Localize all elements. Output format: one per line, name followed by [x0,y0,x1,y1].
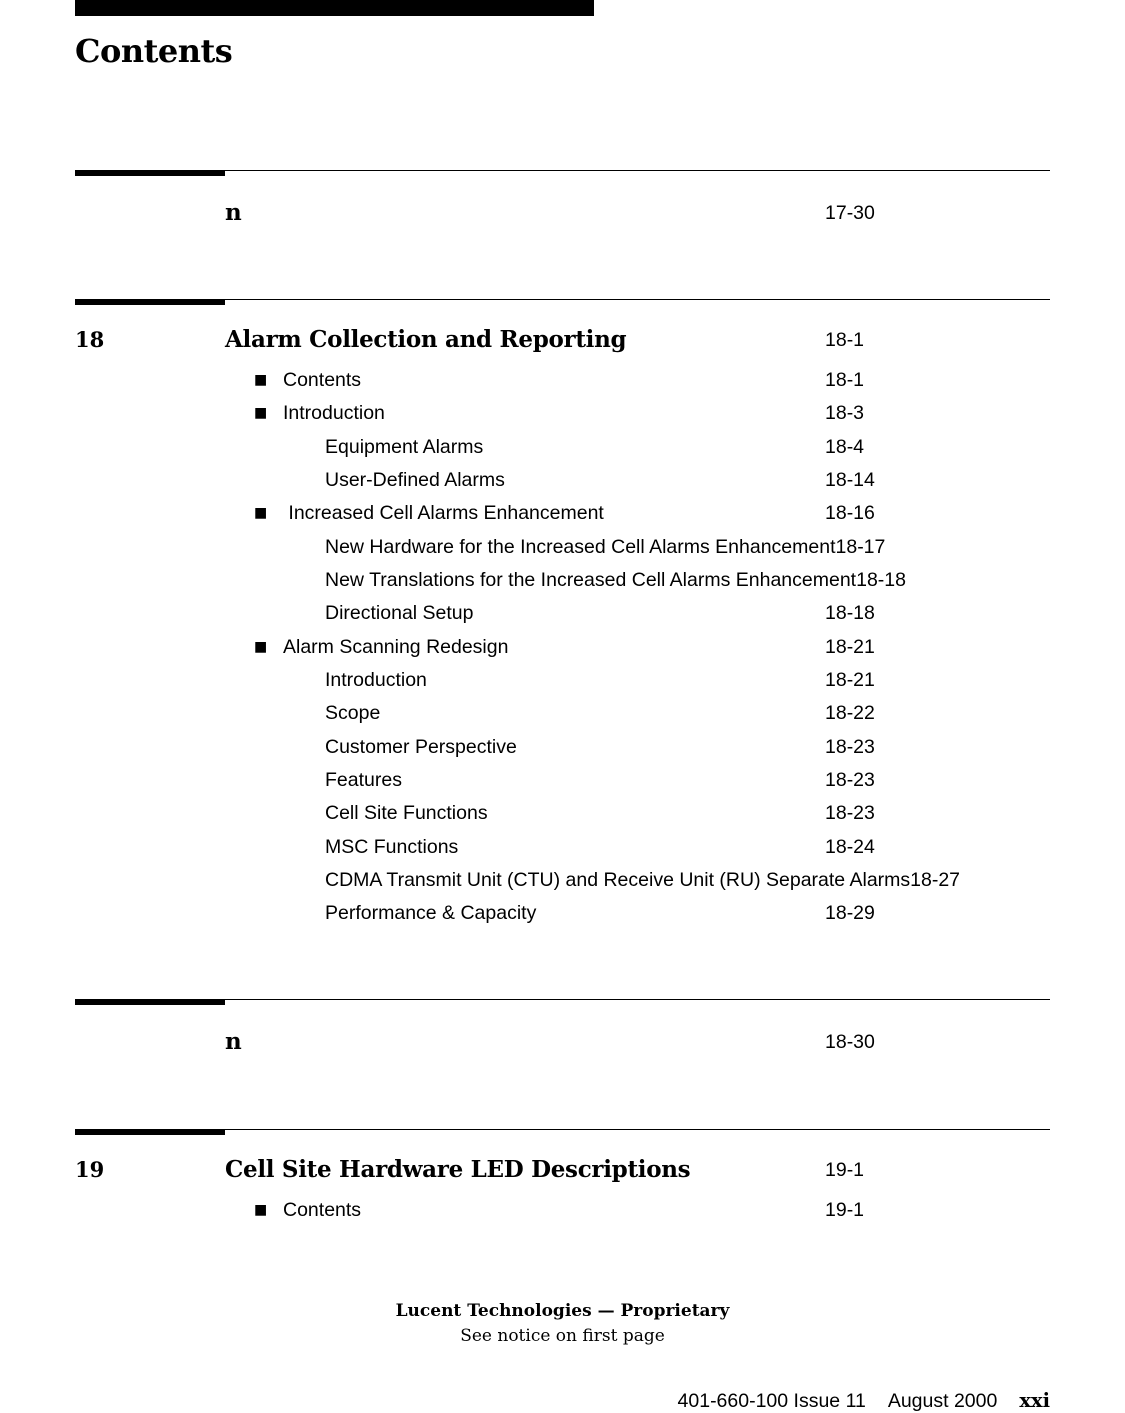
page-ref[interactable]: 18-29 [825,902,875,924]
bullet-icon: ■ [254,372,268,388]
toc-subentry[interactable]: Performance & Capacity [325,902,537,924]
page-ref[interactable]: 18-4 [825,436,865,458]
page-ref[interactable]: 18-22 [825,702,875,724]
page-ref[interactable]: 18-1 [825,329,865,351]
page-ref[interactable]: 18-23 [825,736,875,758]
bullet-icon: ■ [254,505,268,521]
bullet-icon: ■ [254,405,268,421]
toc-section [75,170,1050,290]
footer-company: Lucent Technologies — Proprietary [395,1301,730,1321]
toc-entry[interactable]: Introduction [283,402,385,424]
footer-notice: See notice on first page [460,1326,665,1346]
entry-label: CDMA Transmit Unit (CTU) and Receive Unit (RU) Separate Alarms [325,869,911,891]
toc-subentry[interactable]: Introduction [325,669,427,691]
toc-entry[interactable]: Contents [283,1199,362,1221]
page-ref[interactable]: 18-23 [825,769,875,791]
page-ref[interactable]: 18-18 [856,569,906,591]
page-ref[interactable]: 18-21 [825,636,875,658]
toc-section [75,1129,1050,1249]
page-ref[interactable]: 18-14 [825,469,875,491]
entry-label: New Hardware for the Increased Cell Alarms Enhancement [325,536,836,558]
toc-entry[interactable]: Contents [283,369,362,391]
toc-subentry[interactable]: Equipment Alarms [325,436,484,458]
chapter-number: 19 [75,1157,105,1182]
toc-section [75,999,1050,1119]
page-ref[interactable]: 18-27 [910,869,961,891]
footer-doc-info [678,1389,1050,1413]
page-ref[interactable]: 19-1 [825,1199,865,1221]
page-ref[interactable]: 18-24 [825,836,875,858]
entry-label: New Translations for the Increased Cell Alarms Enhancement [325,569,857,591]
page-ref[interactable]: 18-16 [825,502,875,524]
footer-page-number: xxi [1019,1389,1050,1412]
chapter-title[interactable]: Alarm Collection and Reporting [225,326,627,353]
footer-date: August 2000 [887,1390,998,1412]
page-ref[interactable]: 17-30 [825,202,875,224]
toc-subentry[interactable] [325,565,906,595]
bullet-icon: ■ [254,639,268,655]
toc-entry[interactable]: Increased Cell Alarms Enhancement [283,502,604,524]
toc-subentry[interactable]: Customer Perspective [325,736,517,758]
page-title: Contents [75,32,233,70]
toc-subentry[interactable]: MSC Functions [325,836,459,858]
page-ref[interactable]: 18-30 [825,1031,875,1053]
page-ref[interactable]: 18-17 [835,536,886,558]
toc-subentry[interactable]: User-Defined Alarms [325,469,505,491]
toc-subentry[interactable]: Directional Setup [325,602,474,624]
toc-subentry[interactable]: Cell Site Functions [325,802,488,824]
bullet-icon: ■ [254,1202,268,1218]
page-ref[interactable]: 18-21 [825,669,875,691]
page-ref[interactable]: 18-23 [825,802,875,824]
section-rule-thick [75,170,225,176]
page-ref[interactable]: 18-18 [825,602,875,624]
toc-section [75,299,1050,924]
page-ref[interactable]: 18-3 [825,402,865,424]
toc-entry[interactable]: Alarm Scanning Redesign [283,636,509,658]
page-ref[interactable]: 18-1 [825,369,865,391]
chapter-title[interactable]: n [225,199,242,226]
toc-subentry[interactable] [325,865,960,895]
header-bar [75,0,594,16]
toc-subentry[interactable]: Scope [325,702,381,724]
section-rule-thick [75,1129,225,1135]
section-rule-thick [75,999,225,1005]
toc-subentry[interactable]: Features [325,769,402,791]
toc-subentry[interactable] [325,532,885,562]
chapter-title[interactable]: n [225,1028,242,1055]
chapter-number: 18 [75,327,105,352]
footer-doc-number: 401-660-100 Issue 11 [677,1390,866,1412]
chapter-title[interactable]: Cell Site Hardware LED Descriptions [225,1156,691,1183]
page-ref[interactable]: 19-1 [825,1159,865,1181]
section-rule-thick [75,299,225,305]
